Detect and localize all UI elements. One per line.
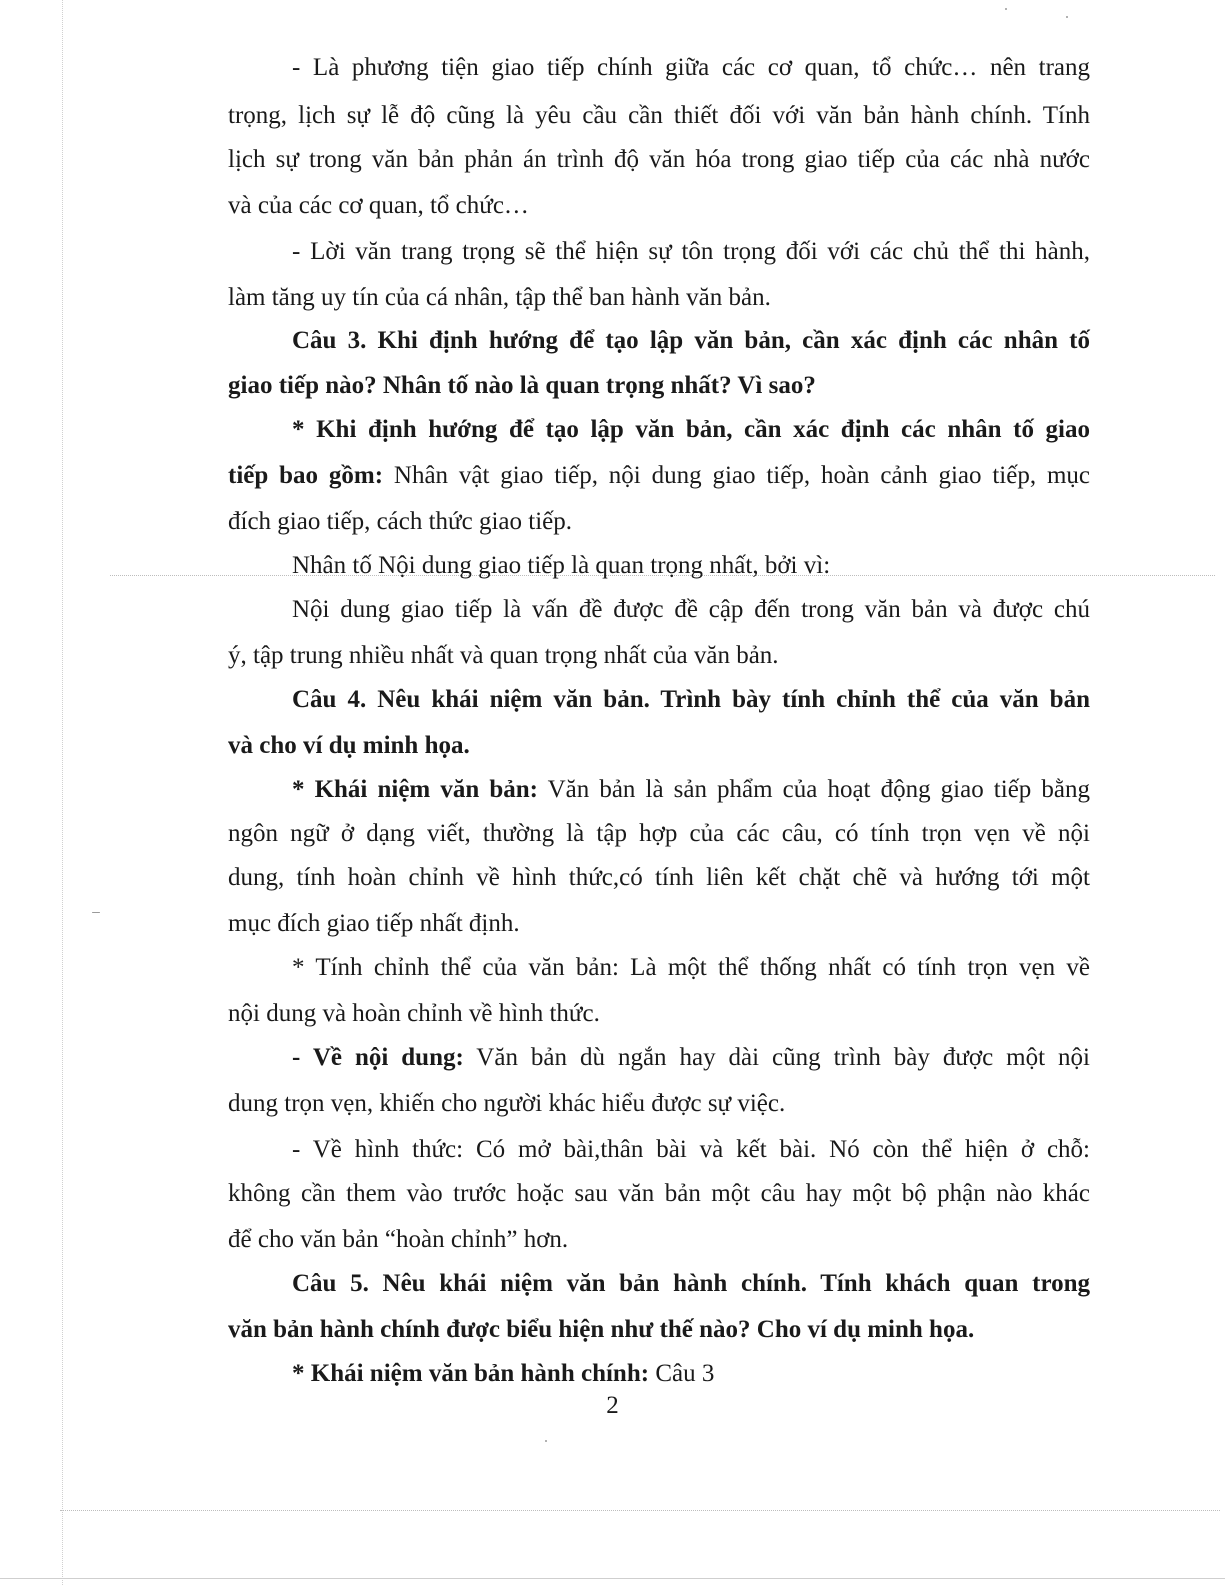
text-line [228, 862, 1090, 894]
line-text: mục đích giao tiếp nhất định. [228, 910, 520, 937]
line-text: - Lời văn trang trọng sẽ thể hiện sự tôn trọng đối với các chủ thể thi hành, [292, 238, 1090, 265]
line-text: - Là phương tiện giao tiếp chính giữa các cơ quan, tổ chức… nên trang [292, 54, 1090, 81]
line-text: Nội dung giao tiếp là vấn đề được đề cập đến trong văn bản và được chú [292, 596, 1090, 623]
bold-text: Câu 3. Khi định hướng để tạo lập văn bản, cần xác định các nhân tố [292, 327, 1090, 354]
bold-text: - Về nội dung: [292, 1044, 464, 1071]
text-line [228, 1224, 1090, 1256]
line-text: làm tăng uy tín của cá nhân, tập thể ban hành văn bản. [228, 284, 771, 311]
line-text: ý, tập trung nhiều nhất và quan trọng nhất của văn bản. [228, 642, 779, 669]
line-text: dung trọn vẹn, khiến cho người khác hiểu được sự việc. [228, 1090, 786, 1117]
line-text: - Về hình thức: Có mở bài,thân bài và kết bài. Nó còn thể hiện ở chỗ: [292, 1136, 1090, 1163]
bold-text: tiếp bao gồm: [228, 462, 384, 489]
scan-speck [545, 1440, 547, 1442]
bold-text: * Khái niệm văn bản hành chính: [292, 1360, 650, 1387]
text-line [292, 1268, 1090, 1300]
line-text: ngôn ngữ ở dạng viết, thường là tập hợp của các câu, có tính trọn vẹn về nội [228, 820, 1090, 847]
text-line [228, 282, 1090, 314]
text-line [228, 506, 1090, 538]
line-text: Văn bản là sản phẩm của hoạt động giao tiếp bằng [537, 776, 1090, 803]
line-text: và của các cơ quan, tổ chức… [228, 192, 529, 219]
line-text: lịch sự trong văn bản phản án trình độ văn hóa trong giao tiếp của các nhà nước [228, 146, 1090, 173]
text-line [292, 952, 1090, 984]
text-line [228, 908, 1090, 940]
bold-text: giao tiếp nào? Nhân tố nào là quan trọng nhất? Vì sao? [228, 372, 816, 399]
text-line [228, 460, 1090, 492]
line-text: Văn bản dù ngắn hay dài cũng trình bày được một nội [463, 1044, 1090, 1071]
scan-edge-left [62, 0, 63, 1585]
text-line [292, 684, 1090, 716]
text-line [228, 640, 1090, 672]
text-line [228, 1178, 1090, 1210]
line-text: không cần them vào trước hoặc sau văn bản một câu hay một bộ phận nào khác [228, 1180, 1090, 1207]
text-line [292, 1358, 1090, 1390]
scan-speck [1005, 8, 1007, 10]
scan-speck [1066, 16, 1068, 18]
line-text: Câu 3 [649, 1360, 715, 1387]
line-text: để cho văn bản “hoàn chỉnh” hơn. [228, 1226, 569, 1253]
text-line [292, 594, 1090, 626]
bold-text: Câu 4. Nêu khái niệm văn bản. Trình bày tính chỉnh thể của văn bản [292, 686, 1090, 713]
text-line [228, 144, 1090, 176]
text-line [228, 730, 1090, 762]
text-line [292, 1042, 1090, 1074]
line-text: * Tính chỉnh thể của văn bản: Là một thể thống nhất có tính trọn vẹn về [292, 954, 1090, 981]
text-line [228, 100, 1090, 132]
scan-line-bottom [60, 1510, 1220, 1511]
scan-speck [92, 912, 100, 913]
text-line [292, 325, 1090, 357]
line-text: đích giao tiếp, cách thức giao tiếp. [228, 508, 572, 535]
text-line [228, 190, 1090, 222]
scan-line-bottom-2 [0, 1578, 1225, 1579]
text-line [228, 998, 1090, 1030]
text-line [228, 370, 1090, 402]
text-line [292, 236, 1090, 268]
bold-text: và cho ví dụ minh họa. [228, 732, 470, 759]
text-line [228, 818, 1090, 850]
bold-text: văn bản hành chính được biểu hiện như thế nào? Cho ví dụ minh họa. [228, 1316, 975, 1343]
text-line [292, 550, 1090, 582]
text-line [228, 1088, 1090, 1120]
line-text: dung, tính hoàn chỉnh về hình thức,có tính liên kết chặt chẽ và hướng tới một [228, 864, 1090, 891]
text-line [292, 414, 1090, 446]
bold-text: * Khi định hướng để tạo lập văn bản, cần xác định các nhân tố giao [292, 416, 1090, 443]
line-text: Nhân tố Nội dung giao tiếp là quan trọng nhất, bởi vì: [292, 552, 831, 579]
text-line [228, 1314, 1090, 1346]
text-line [292, 52, 1090, 84]
text-line [292, 1134, 1090, 1166]
line-text: trọng, lịch sự lễ độ cũng là yêu cầu cần thiết đối với văn bản hành chính. Tính [228, 102, 1090, 129]
bold-text: * Khái niệm văn bản: [292, 776, 538, 803]
text-line [292, 774, 1090, 806]
line-text: nội dung và hoàn chỉnh về hình thức. [228, 1000, 600, 1027]
bold-text: Câu 5. Nêu khái niệm văn bản hành chính. Tính khách quan trong [292, 1270, 1090, 1297]
line-text: Nhân vật giao tiếp, nội dung giao tiếp, hoàn cảnh giao tiếp, mục [383, 462, 1090, 489]
page-number: 2 [606, 1392, 619, 1419]
